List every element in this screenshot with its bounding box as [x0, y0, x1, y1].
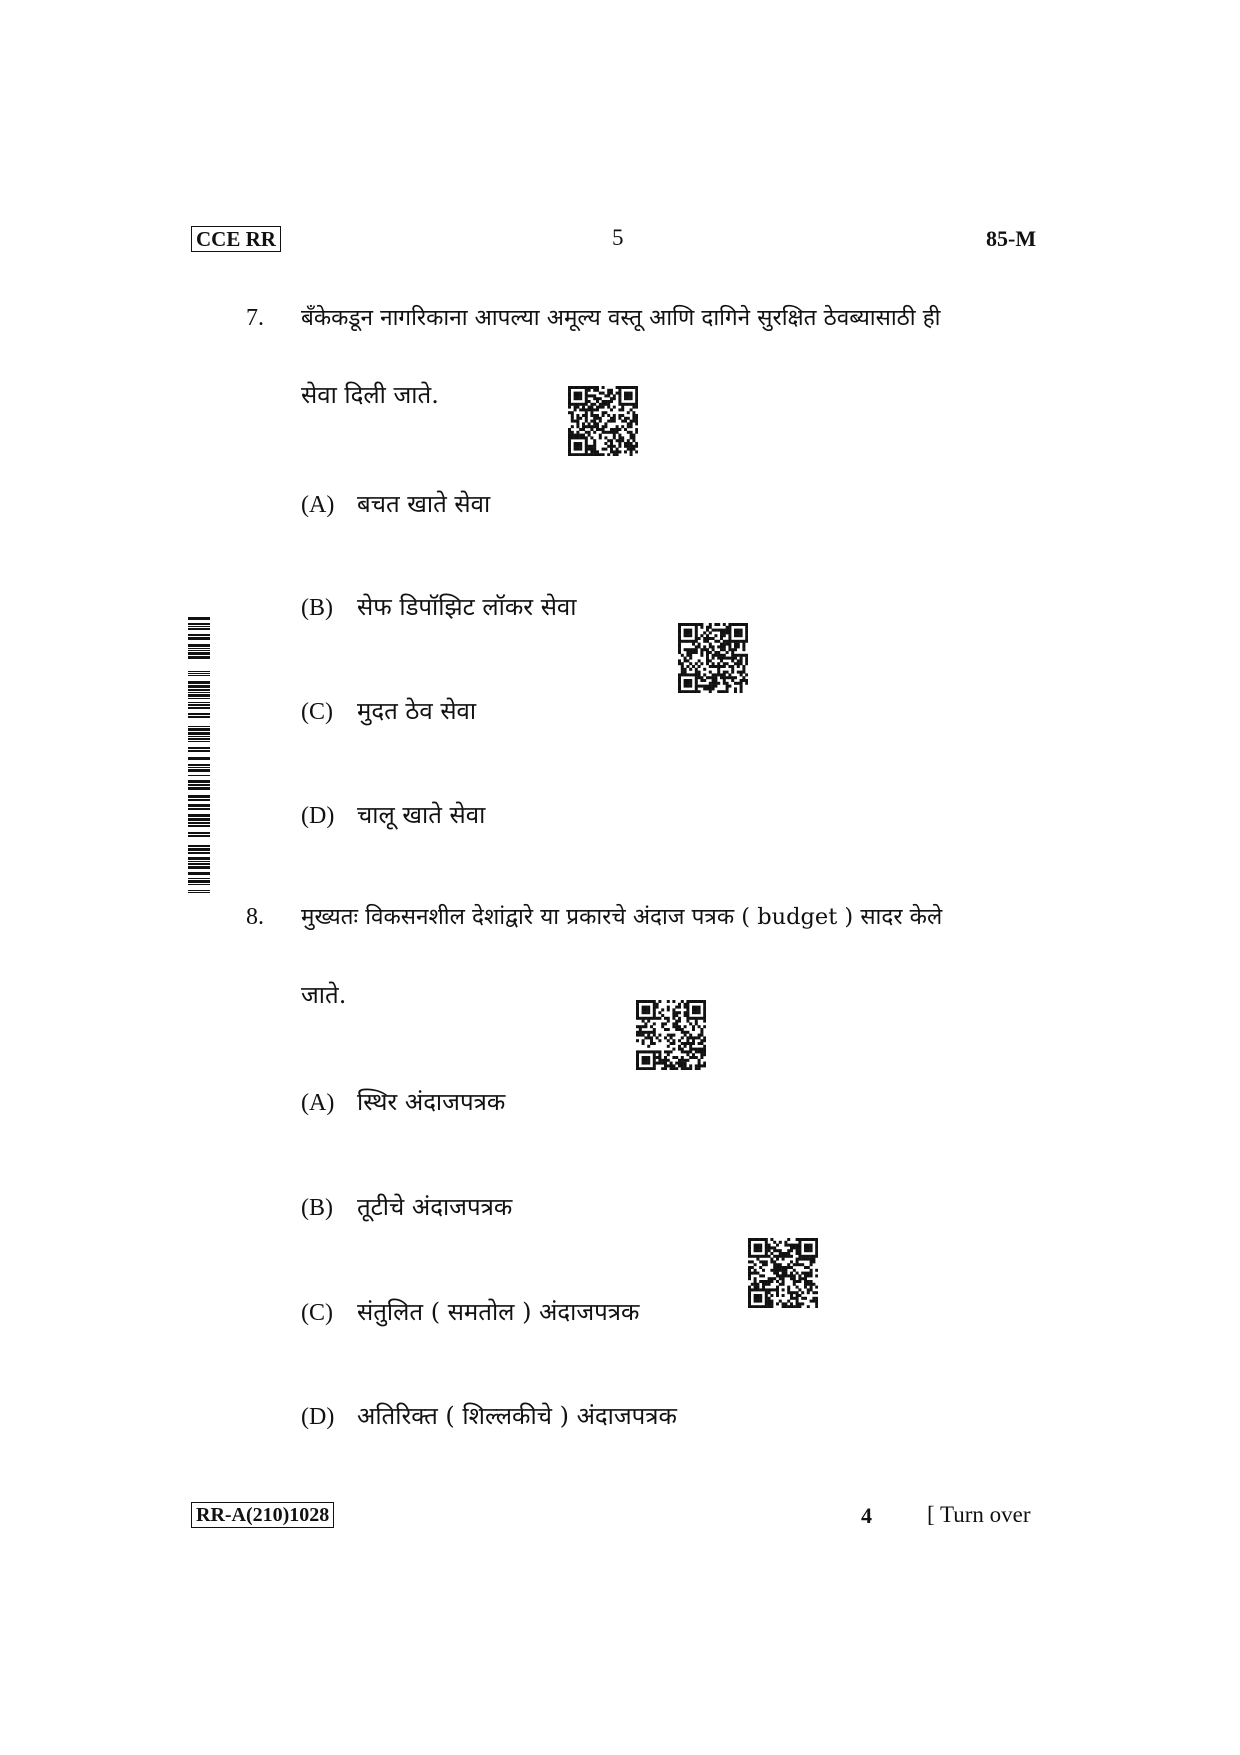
question-7-number: 7. — [246, 305, 264, 331]
option-text: संतुलित ( समतोल ) अंदाजपत्रक — [357, 1298, 640, 1326]
question-7-option-d[interactable] — [301, 798, 485, 831]
question-7-option-b[interactable] — [301, 590, 577, 623]
qr-code-icon — [568, 386, 638, 456]
qr-code-icon — [678, 623, 748, 693]
question-8-option-c[interactable] — [301, 1295, 639, 1328]
question-8-text-line2: जाते. — [301, 981, 347, 1009]
option-label: (B) — [301, 595, 333, 621]
page-number: 5 — [612, 225, 624, 250]
qr-code-icon — [748, 1238, 818, 1308]
question-8-number: 8. — [246, 904, 264, 930]
series-code-label: RR-A(210)1028 — [191, 1502, 334, 1528]
question-8-option-b[interactable] — [301, 1190, 512, 1223]
question-7-option-a[interactable] — [301, 487, 490, 520]
option-text: स्थिर अंदाजपत्रक — [357, 1088, 506, 1116]
question-7-option-c[interactable] — [301, 694, 476, 727]
option-text: मुदत ठेव सेवा — [357, 697, 477, 725]
option-text: तूटीचे अंदाजपत्रक — [357, 1193, 513, 1221]
turn-over-text: [ Turn over — [927, 1502, 1031, 1527]
option-label: (A) — [301, 1090, 335, 1116]
option-label: (D) — [301, 1404, 335, 1430]
paper-code: 85-M — [986, 226, 1037, 251]
question-8-option-d[interactable] — [301, 1399, 677, 1432]
option-label: (C) — [301, 1300, 333, 1326]
option-text: अतिरिक्त ( शिल्लकीचे ) अंदाजपत्रक — [357, 1402, 677, 1430]
option-label: (D) — [301, 803, 335, 829]
option-text: चालू खाते सेवा — [357, 801, 486, 829]
option-text: बचत खाते सेवा — [357, 490, 491, 518]
sheet-number: 4 — [861, 1503, 872, 1528]
question-7-text-line2: सेवा दिली जाते. — [301, 381, 439, 409]
qr-code-icon — [636, 1000, 706, 1070]
option-label: (C) — [301, 699, 333, 725]
option-label: (A) — [301, 492, 335, 518]
barcode-icon — [188, 615, 210, 895]
option-label: (B) — [301, 1195, 333, 1221]
option-text: सेफ डिपॉझिट लॉकर सेवा — [357, 593, 577, 621]
cce-rr-label: CCE RR — [191, 226, 281, 252]
question-8-text-line1: मुख्यतः विकसनशील देशांद्वारे या प्रकारचे अंदाज पत्रक ( budget ) सादर केले — [301, 904, 943, 930]
question-7-text-line1: बँकेकडून नागरिकाना आपल्या अमूल्य वस्तू आणि दागिने सुरक्षित ठेवब्यासाठी ही — [301, 305, 941, 331]
question-8-option-a[interactable] — [301, 1085, 505, 1118]
